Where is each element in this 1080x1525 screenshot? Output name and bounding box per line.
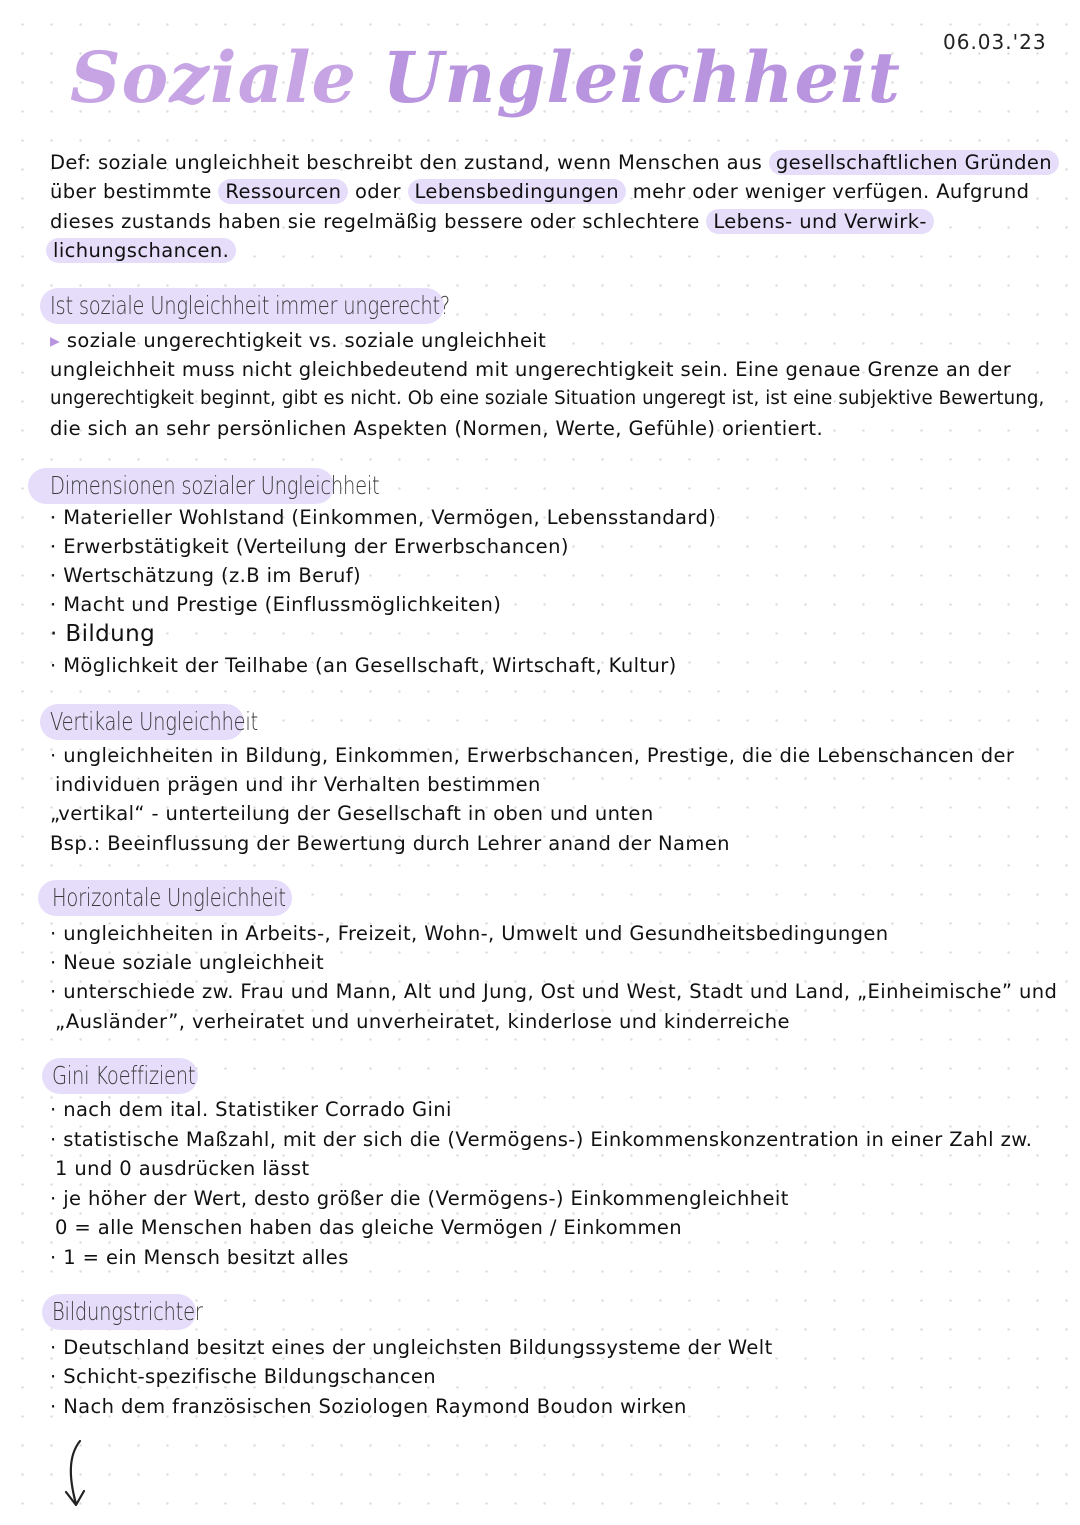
definition-line-3 [50,207,934,236]
gini-line-6: · 1 = ein Mensch besitzt alles [50,1246,349,1269]
highlight: Lebensbedingungen [408,179,627,204]
title-word-2: Ungleichheit [382,36,901,119]
dimension-item: · Bildung [50,621,156,647]
vertical-line-2: individuen prägen und ihr Verhalten bestimmen [55,773,541,796]
horizontal-line-3: · unterschiede zw. Frau und Mann, Alt und Jung, Ost und West, Stadt und Land, „Einheimische” und [50,980,1058,1003]
heading-unjust: Ist soziale Ungleichheit immer ungerecht? [50,291,451,320]
highlight: lichungschancen. [46,238,236,263]
definition-text: über bestimmte [50,180,212,203]
definition-line-4 [46,236,236,265]
heading-dimensions: Dimensionen sozialer Ungleichheit [50,471,380,500]
gini-line-2: · statistische Maßzahl, mit der sich die (Vermögens-) Einkommenskonzentration in einer Zahl zw. [50,1128,1033,1151]
heading-horizontal: Horizontale Ungleichheit [52,883,286,912]
heading-vertical: Vertikale Ungleichheit [50,707,258,736]
funnel-line-1: · Deutschland besitzt eines der ungleichsten Bildungssysteme der Welt [50,1336,773,1359]
page-title [70,28,901,128]
horizontal-line-2: · Neue soziale ungleichheit [50,951,325,974]
bullet-icon: ▸ [50,329,61,352]
unjust-line-4: die sich an sehr persönlichen Aspekten (Normen, Werte, Gefühle) orientiert. [50,417,824,440]
definition-text: oder [354,180,401,203]
vertical-line-3: „vertikal“ - unterteilung der Gesellschaft in oben und unten [50,802,654,825]
funnel-line-2: · Schicht-spezifische Bildungschancen [50,1365,437,1388]
dimension-item: · Wertschätzung (z.B im Beruf) [50,564,362,587]
heading-gini: Gini Koeffizient [52,1061,196,1090]
definition-line-1 [50,148,1059,177]
date: 06.03.'23 [943,30,1047,54]
definition-text: dieses zustands haben sie regelmäßig bessere oder schlechtere [50,210,700,233]
funnel-line-3: · Nach dem französischen Soziologen Raymond Boudon wirken [50,1395,687,1418]
definition-text: mehr oder weniger verfügen. Aufgrund [632,180,1030,203]
dimension-item: · Möglichkeit der Teilhabe (an Gesellschaft, Wirtschaft, Kultur) [50,654,677,677]
heading-funnel: Bildungstrichter [52,1297,203,1326]
gini-line-4: · je höher der Wert, desto größer die (Vermögens-) Einkommengleichheit [50,1187,789,1210]
highlight: gesellschaftlichen Gründen [769,150,1059,175]
dimension-item: · Materieller Wohlstand (Einkommen, Vermögen, Lebensstandard) [50,506,717,529]
definition-text: Def: soziale ungleichheit beschreibt den zustand, wenn Menschen aus [50,151,763,174]
highlight: Lebens- und Verwirk- [706,209,934,234]
unjust-line-1 [50,326,546,355]
definition-line-2 [50,177,1029,206]
vertical-line-4: Bsp.: Beeinflussung der Bewertung durch Lehrer anand der Namen [50,832,730,855]
horizontal-line-4: „Ausländer”, verheiratet und unverheiratet, kinderlose und kinderreiche [55,1010,790,1033]
horizontal-line-1: · ungleichheiten in Arbeits-, Freizeit, Wohn-, Umwelt und Gesundheitsbedingungen [50,922,889,945]
gini-line-3: 1 und 0 ausdrücken lässt [55,1157,310,1180]
vertical-line-1: · ungleichheiten in Bildung, Einkommen, Erwerbschancen, Prestige, die die Lebenschancen der [50,744,1015,767]
title-word-1: Soziale [70,36,358,119]
gini-line-1: · nach dem ital. Statistiker Corrado Gini [50,1098,452,1121]
down-arrow-icon [60,1438,94,1510]
highlight: Ressourcen [218,179,348,204]
dimension-item: · Macht und Prestige (Einflussmöglichkeiten) [50,593,502,616]
unjust-line-3: ungerechtigkeit beginnt, gibt es nicht. Ob eine soziale Situation ungeregt ist, ist eine subjektive Bewertung, [50,388,1045,409]
dimension-item: · Erwerbstätigkeit (Verteilung der Erwerbschancen) [50,535,569,558]
gini-line-5: 0 = alle Menschen haben das gleiche Vermögen / Einkommen [55,1216,683,1239]
text: soziale ungerechtigkeit vs. soziale ungleichheit [66,329,547,352]
unjust-line-2: ungleichheit muss nicht gleichbedeutend mit ungerechtigkeit sein. Eine genaue Grenze an der [50,358,1012,381]
